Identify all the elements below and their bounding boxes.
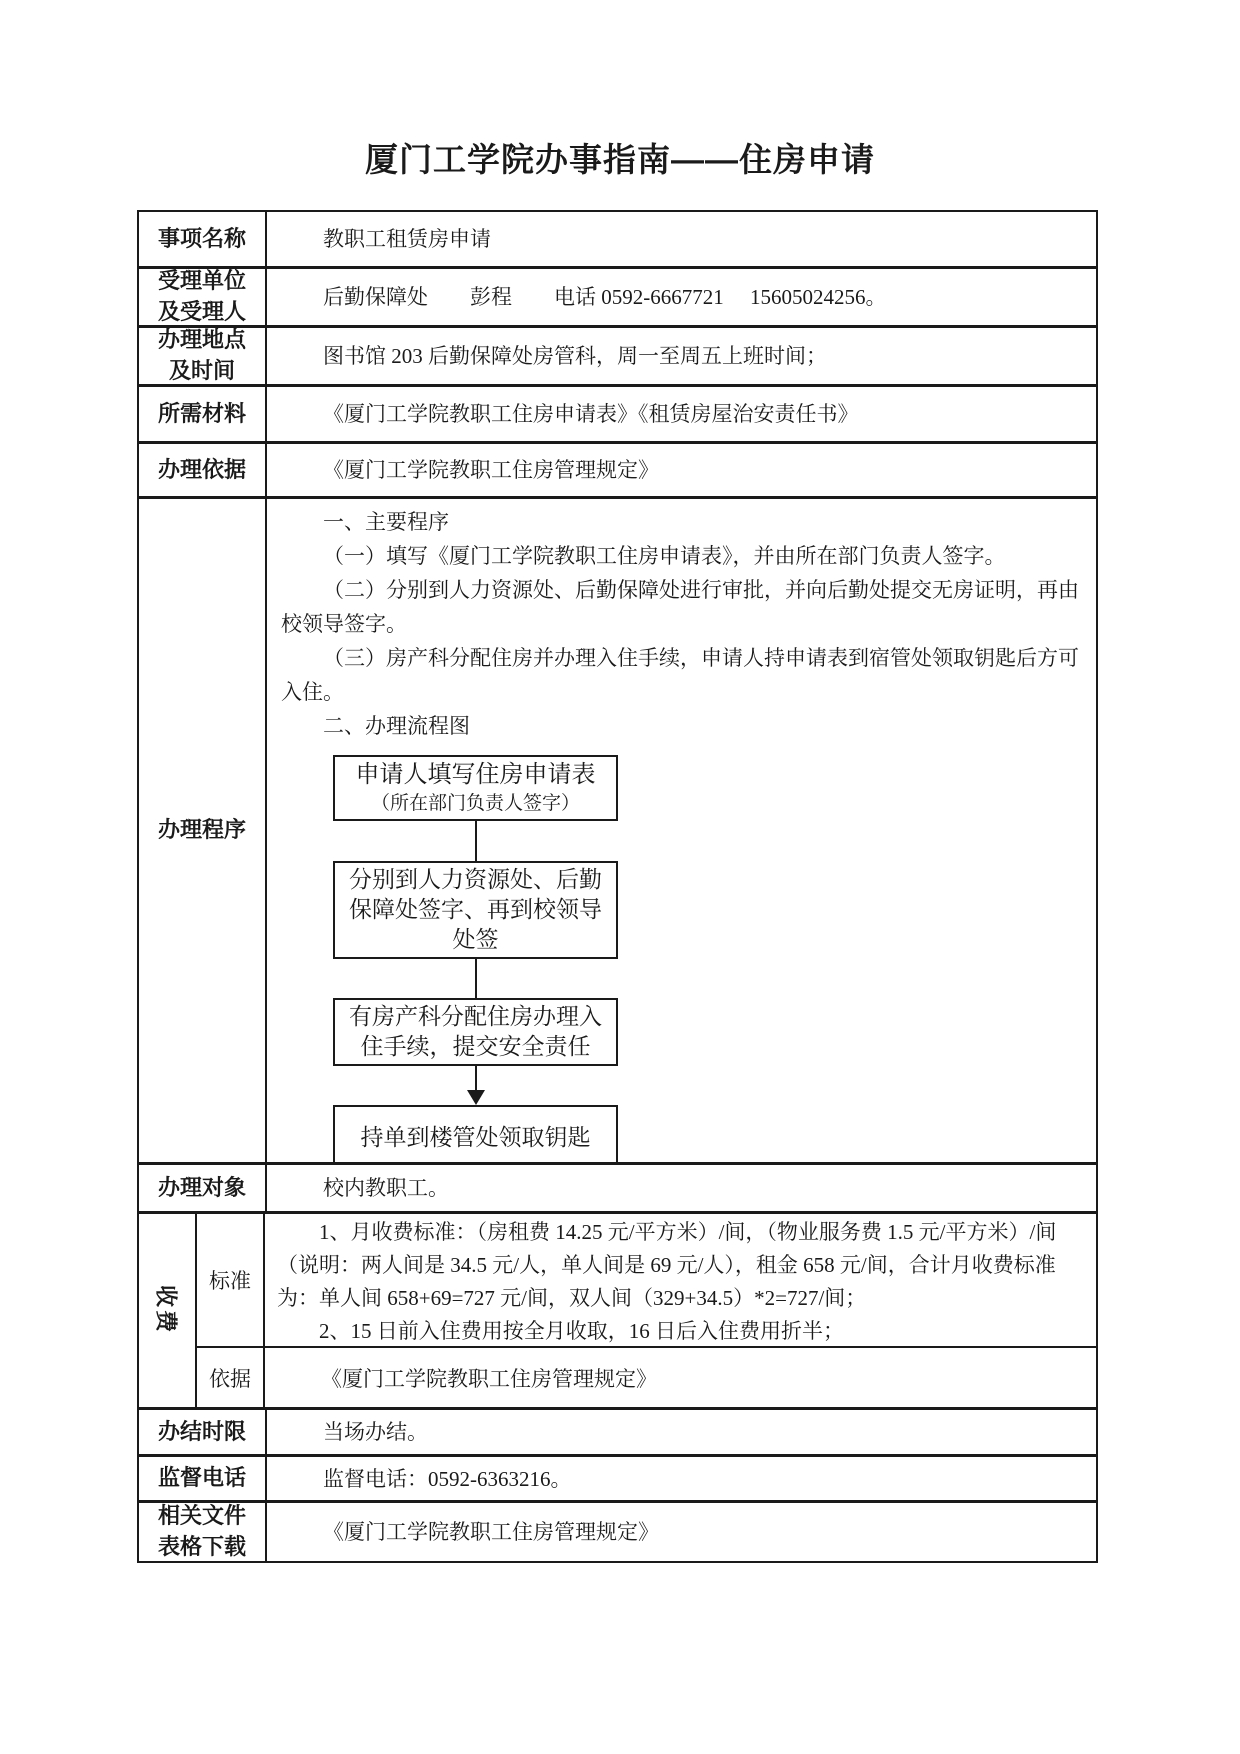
table-row-item-name [137,210,1098,268]
fee-standard-paragraph: 2、15 日前入住费用按全月收取，16 日后入住费用折半； [319,1319,844,1343]
procedure-paragraph: 一、主要程序 [323,510,449,534]
guide-table [137,210,1098,1563]
supervision-value: 监督电话：0592-6363216。 [323,1466,572,1491]
row-label-fee [139,1214,197,1407]
row-content-supervision [267,1457,1096,1500]
table-row-downloads [137,1501,1098,1563]
fee-standard-content [265,1214,1096,1346]
procedure-paragraph: （三）房产科分配住房并办理入住手续，申请人持申请表到宿管处领取钥匙后方可入住。 [281,646,1079,704]
deadline-value: 当场办结。 [323,1420,428,1444]
table-row-basis [137,442,1098,498]
row-content-downloads [267,1503,1096,1561]
flowchart-step-4: 持单到楼管处领取钥匙 [333,1105,618,1162]
fee-standard-paragraph: 1、月收费标准：（房租费 14.25 元/平方米）/间，（物业服务费 1.5 元/平方米）/间（说明：两人间是 34.5 元/人，单人间是 69 元/人），租金 658 元/间，合计月收费标准为：单人间 658+69=727 元/间，双人间（329+34.5）*2=727/间； [277,1220,1057,1310]
flowchart-step-1-title: 申请人填写住房申请表 [355,761,596,788]
table-row-materials [137,385,1098,443]
fee-label-vertical: 收费 [153,1285,179,1336]
procedure-paragraph: 二、办理流程图 [323,714,470,738]
table-row-location-time [137,326,1098,386]
arrow-down-icon [467,1090,485,1105]
row-content-basis [267,444,1096,496]
item-name-value: 教职工租赁房申请 [323,227,491,251]
flowchart-step-1-note: （所在部门负责人签字） [370,792,580,814]
table-row-fee [137,1212,1098,1409]
procedure-paragraph: （一）填写《厦门工学院教职工住房申请表》，并由所在部门负责人签字。 [323,544,1006,568]
row-content-procedure [267,499,1096,1162]
row-label-materials: 所需材料 [139,387,267,441]
table-row-supervision [137,1455,1098,1502]
row-content-location-time [267,328,1096,384]
fee-subtable [197,1214,1096,1407]
materials-value: 《厦门工学院教职工住房申请表》《租赁房屋治安责任书》 [323,402,859,426]
procedure-paragraph: （二）分别到人力资源处、后勤保障处进行审批，并向后勤处提交无房证明，再由校领导签字。 [281,578,1079,636]
row-label-target: 办理对象 [139,1165,267,1211]
fee-basis-content [265,1348,1096,1407]
flowchart-step-1 [333,755,618,821]
downloads-value: 《厦门工学院教职工住房管理规定》 [323,1520,659,1544]
row-content-acceptor [267,269,1096,325]
table-row-deadline [137,1408,1098,1456]
fee-basis-row [197,1348,1096,1407]
fee-standard-label: 标准 [197,1214,265,1346]
flow-connector [475,1066,477,1090]
acceptor-value: 后勤保障处 彭程 电话 0592-6667721 15605024256。 [323,285,887,309]
table-row-target [137,1163,1098,1213]
page-title: 厦门工学院办事指南——住房申请 [365,141,875,178]
row-content-deadline [267,1410,1096,1454]
row-content-materials [267,387,1096,441]
row-label-item-name: 事项名称 [139,212,267,266]
fee-standard-row [197,1214,1096,1348]
row-label-deadline: 办结时限 [139,1410,267,1454]
flowchart-step-3: 有房产科分配住房办理入住手续，提交安全责任 [333,998,618,1066]
row-label-basis: 办理依据 [139,444,267,496]
flowchart-step-2: 分别到人力资源处、后勤保障处签字、再到校领导处签 [333,861,618,959]
procedure-flowchart [333,755,618,1162]
table-row-acceptor [137,267,1098,327]
row-label-acceptor: 受理单位 及受理人 [139,269,267,325]
location-time-value: 图书馆 203 后勤保障处房管科，周一至周五上班时间； [323,344,827,368]
target-value: 校内教职工。 [323,1176,449,1200]
row-label-procedure: 办理程序 [139,499,267,1162]
row-label-downloads: 相关文件 表格下载 [139,1503,267,1561]
basis-value: 《厦门工学院教职工住房管理规定》 [323,458,659,482]
row-content-item-name [267,212,1096,266]
table-row-procedure [137,497,1098,1164]
row-content-target [267,1165,1096,1211]
row-label-location-time: 办理地点 及时间 [139,328,267,384]
fee-basis-value: 《厦门工学院教职工住房管理规定》 [321,1366,657,1391]
flow-connector [475,821,477,861]
fee-basis-label: 依据 [197,1348,265,1407]
row-label-supervision: 监督电话 [139,1457,267,1500]
flow-connector [475,959,477,998]
